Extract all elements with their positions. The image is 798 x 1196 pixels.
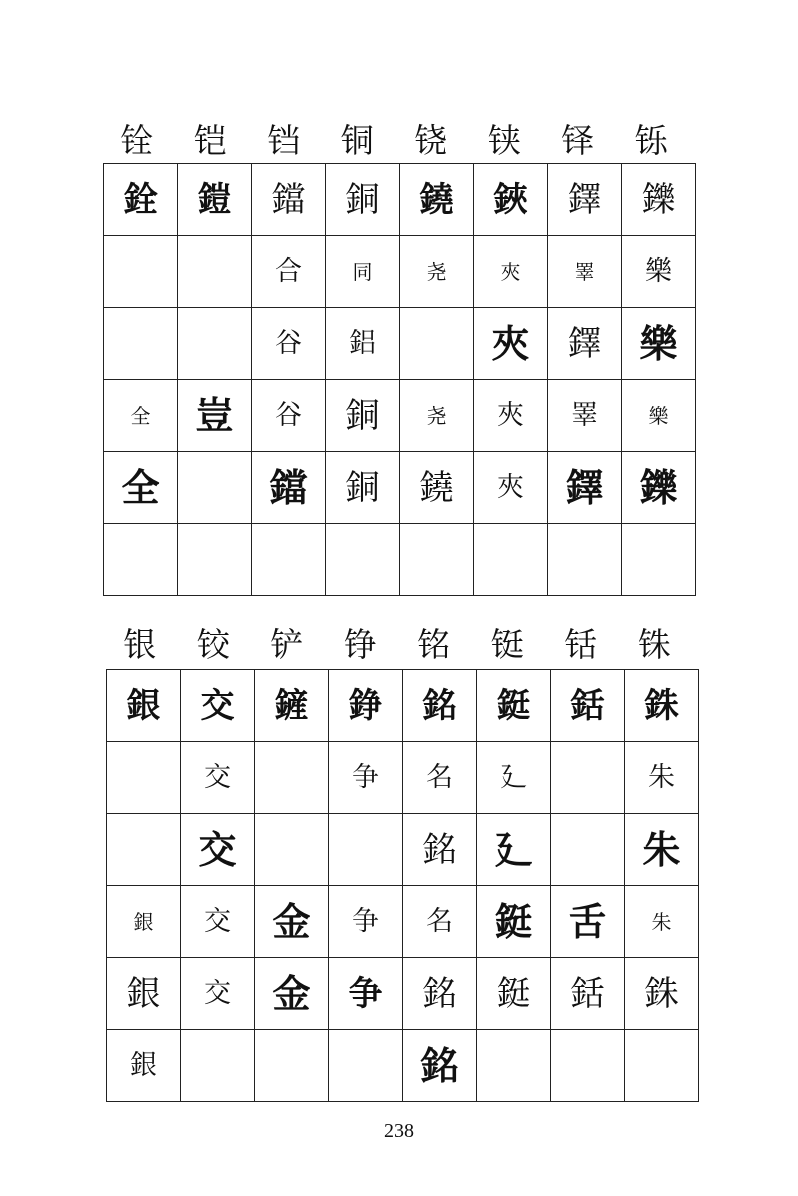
glyph-cell: 銘 — [403, 958, 477, 1030]
glyph-cell: 合 — [252, 236, 326, 308]
glyph-cell: 廴 — [477, 742, 551, 814]
glyph-cell: 鐸 — [548, 452, 622, 524]
table-row — [104, 308, 696, 380]
glyph-cell: 金 — [255, 958, 329, 1030]
header-char: 铗 — [487, 120, 521, 160]
header-char: 铭 — [417, 624, 451, 664]
table-row — [104, 236, 696, 308]
table-row — [104, 164, 696, 236]
glyph-cell: 銓 — [104, 164, 178, 236]
glyph-cell: 夾 — [474, 236, 548, 308]
page-number: 238 — [384, 1120, 414, 1142]
glyph-cell: 交 — [181, 742, 255, 814]
header-char: 铜 — [340, 120, 374, 160]
table-row — [107, 886, 699, 958]
glyph-cell: 銀 — [107, 1030, 181, 1102]
glyph-cell: 銀 — [107, 886, 181, 958]
glyph-cell: 銖 — [625, 670, 699, 742]
glyph-cell: 鋏 — [474, 164, 548, 236]
table-row — [104, 452, 696, 524]
glyph-cell — [400, 524, 474, 596]
glyph-cell: 鐺 — [252, 164, 326, 236]
glyph-cell: 朱 — [625, 886, 699, 958]
table-row — [107, 1030, 699, 1102]
header-char: 铄 — [634, 120, 668, 160]
glyph-cell: 同 — [326, 236, 400, 308]
glyph-cell: 銛 — [551, 670, 625, 742]
table-row — [107, 814, 699, 886]
glyph-cell: 銖 — [625, 958, 699, 1030]
glyph-cell: 銅 — [326, 164, 400, 236]
glyph-cell: 全 — [104, 452, 178, 524]
glyph-cell: 鎧 — [178, 164, 252, 236]
glyph-cell: 朱 — [625, 742, 699, 814]
glyph-cell — [178, 524, 252, 596]
glyph-cell: 鑠 — [622, 452, 696, 524]
glyph-cell: 睪 — [548, 380, 622, 452]
glyph-cell — [107, 814, 181, 886]
section2-header — [103, 617, 691, 667]
glyph-cell: 争 — [329, 742, 403, 814]
glyph-cell: 朱 — [625, 814, 699, 886]
glyph-cell: 樂 — [622, 308, 696, 380]
glyph-cell — [474, 524, 548, 596]
glyph-cell: 鐸 — [548, 308, 622, 380]
glyph-cell: 銀 — [107, 670, 181, 742]
header-char: 铎 — [561, 120, 595, 160]
glyph-cell: 舌 — [551, 886, 625, 958]
glyph-cell: 鐃 — [400, 452, 474, 524]
glyph-cell — [104, 308, 178, 380]
glyph-cell — [477, 1030, 551, 1102]
glyph-cell — [255, 742, 329, 814]
glyph-cell: 鋌 — [477, 958, 551, 1030]
header-char: 铛 — [267, 120, 301, 160]
table-row — [107, 742, 699, 814]
glyph-cell: 名 — [403, 886, 477, 958]
glyph-cell — [178, 236, 252, 308]
glyph-cell: 鐺 — [252, 452, 326, 524]
glyph-cell: 樂 — [622, 236, 696, 308]
glyph-cell: 全 — [104, 380, 178, 452]
glyph-cell: 錚 — [329, 670, 403, 742]
glyph-cell — [329, 1030, 403, 1102]
header-char: 铨 — [120, 120, 154, 160]
glyph-cell: 尧 — [400, 236, 474, 308]
glyph-cell: 銘 — [403, 814, 477, 886]
glyph-cell: 交 — [181, 814, 255, 886]
glyph-cell — [178, 452, 252, 524]
glyph-cell: 睪 — [548, 236, 622, 308]
glyph-cell — [551, 1030, 625, 1102]
glyph-cell — [622, 524, 696, 596]
table-row — [104, 524, 696, 596]
glyph-cell — [329, 814, 403, 886]
section2-glyph-table — [106, 669, 699, 1102]
glyph-cell — [625, 1030, 699, 1102]
glyph-cell — [255, 1030, 329, 1102]
glyph-cell: 交 — [181, 670, 255, 742]
glyph-cell: 銘 — [403, 1030, 477, 1102]
table-row — [107, 958, 699, 1030]
glyph-cell — [252, 524, 326, 596]
glyph-cell: 銅 — [326, 380, 400, 452]
header-char: 银 — [123, 624, 157, 664]
glyph-cell: 夾 — [474, 308, 548, 380]
glyph-cell: 争 — [329, 886, 403, 958]
glyph-cell: 争 — [329, 958, 403, 1030]
table-row — [104, 380, 696, 452]
glyph-cell: 尧 — [400, 380, 474, 452]
glyph-cell — [178, 308, 252, 380]
glyph-cell — [104, 236, 178, 308]
table-row — [107, 670, 699, 742]
glyph-cell — [400, 308, 474, 380]
glyph-cell: 豈 — [178, 380, 252, 452]
glyph-cell — [551, 814, 625, 886]
glyph-cell: 銀 — [107, 958, 181, 1030]
glyph-cell: 銛 — [551, 958, 625, 1030]
glyph-cell: 鏟 — [255, 670, 329, 742]
header-char: 铙 — [414, 120, 448, 160]
header-char: 铠 — [193, 120, 227, 160]
glyph-cell: 谷 — [252, 380, 326, 452]
glyph-cell: 鋁 — [326, 308, 400, 380]
glyph-cell: 名 — [403, 742, 477, 814]
header-char: 铦 — [564, 624, 598, 664]
glyph-cell: 金 — [255, 886, 329, 958]
section1-glyph-table — [103, 163, 696, 596]
header-char: 铤 — [490, 624, 524, 664]
header-char: 铰 — [196, 624, 230, 664]
glyph-cell: 樂 — [622, 380, 696, 452]
glyph-cell: 銘 — [403, 670, 477, 742]
glyph-cell: 鋌 — [477, 886, 551, 958]
glyph-cell: 交 — [181, 886, 255, 958]
section1-header — [100, 113, 688, 163]
header-char: 铢 — [637, 624, 671, 664]
header-char: 铮 — [343, 624, 377, 664]
glyph-cell — [255, 814, 329, 886]
glyph-cell — [107, 742, 181, 814]
glyph-cell: 鐃 — [400, 164, 474, 236]
glyph-cell: 交 — [181, 958, 255, 1030]
glyph-cell: 銅 — [326, 452, 400, 524]
glyph-cell: 廴 — [477, 814, 551, 886]
glyph-cell — [551, 742, 625, 814]
header-char: 铲 — [270, 624, 304, 664]
glyph-cell — [326, 524, 400, 596]
glyph-cell: 鐸 — [548, 164, 622, 236]
glyph-cell — [548, 524, 622, 596]
glyph-cell: 鋌 — [477, 670, 551, 742]
glyph-cell: 夾 — [474, 452, 548, 524]
glyph-cell: 夾 — [474, 380, 548, 452]
glyph-cell — [104, 524, 178, 596]
glyph-cell: 鑠 — [622, 164, 696, 236]
glyph-cell: 谷 — [252, 308, 326, 380]
glyph-cell — [181, 1030, 255, 1102]
